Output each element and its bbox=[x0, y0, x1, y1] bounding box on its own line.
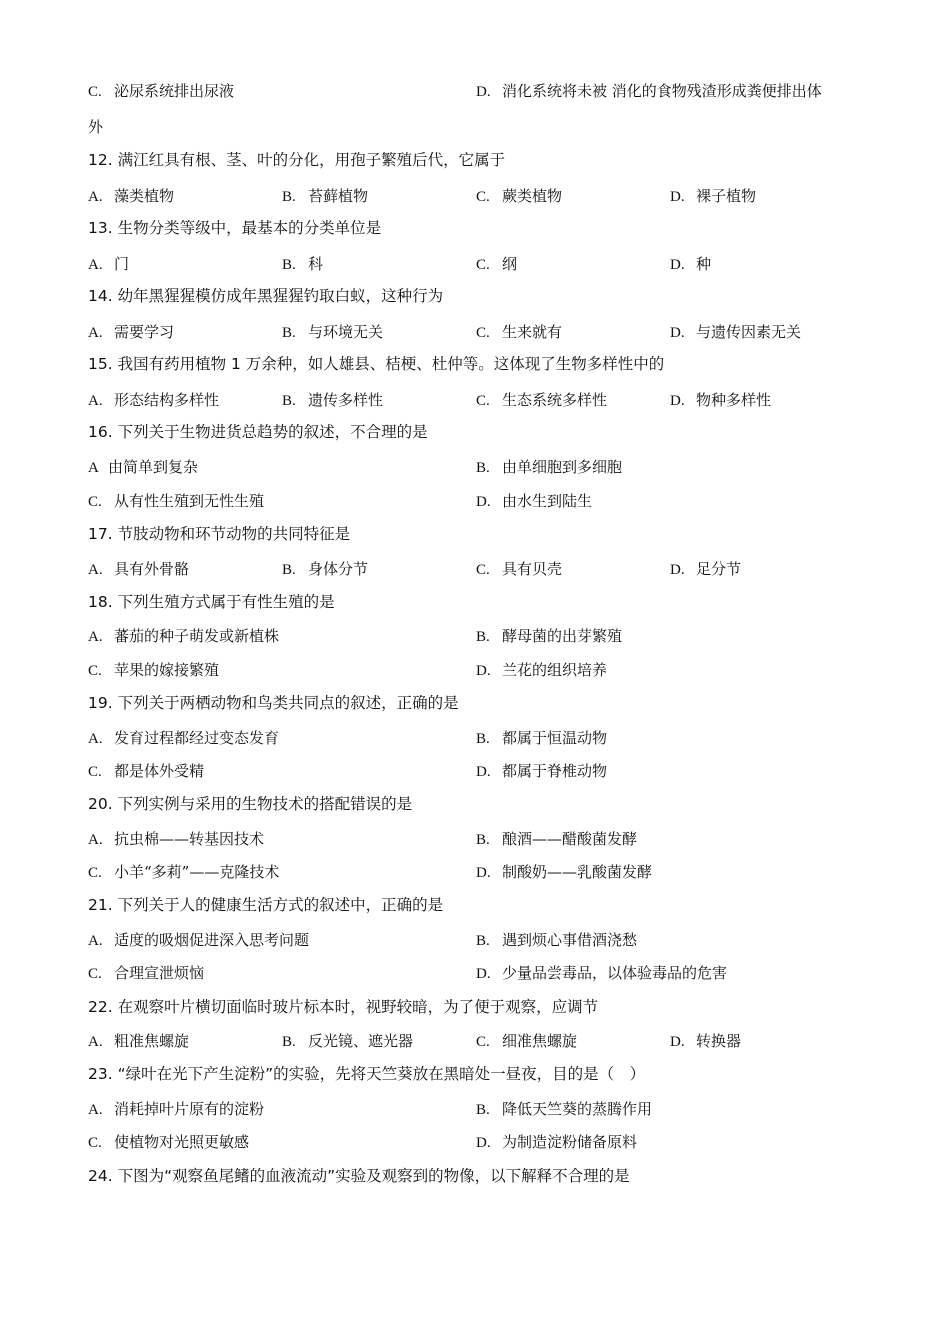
option-a bbox=[88, 457, 198, 478]
option-text: 物种多样性 bbox=[696, 391, 772, 409]
question-text: 我国有药用植物 1 万余种，如人雄县、桔梗、杜仲等。这体现了生物多样性中的 bbox=[117, 355, 665, 373]
question-stem bbox=[88, 794, 412, 814]
option-label: A. bbox=[88, 1034, 103, 1050]
option-a bbox=[88, 829, 264, 850]
question-stem bbox=[88, 997, 598, 1017]
option-label: C. bbox=[476, 325, 490, 341]
option-text: 裸子植物 bbox=[696, 187, 757, 205]
option-text: 与遗传因素无关 bbox=[696, 323, 802, 341]
option-label: D. bbox=[670, 189, 685, 205]
option-c bbox=[88, 81, 234, 102]
question-number: 20. bbox=[88, 795, 113, 813]
question-stem bbox=[88, 895, 443, 915]
option-label: B. bbox=[476, 629, 490, 645]
option-text: 少量品尝毒品，以体验毒品的危害 bbox=[502, 964, 728, 982]
option-d bbox=[670, 390, 771, 411]
option-label: A. bbox=[88, 832, 103, 848]
option-label: A. bbox=[88, 562, 103, 578]
option-label: B. bbox=[282, 325, 296, 341]
option-label: C. bbox=[88, 865, 102, 881]
question-text: 下列关于生物进货总趋势的叙述，不合理的是 bbox=[117, 423, 428, 441]
option-label: B. bbox=[476, 1102, 490, 1118]
option-text: 转换器 bbox=[696, 1032, 742, 1050]
option-label: B. bbox=[282, 257, 296, 273]
option-label: C. bbox=[476, 189, 490, 205]
option-b bbox=[476, 930, 637, 951]
question-text: 幼年黑猩猩模仿成年黑猩猩钓取白蚁，这种行为 bbox=[117, 287, 444, 305]
option-label: A. bbox=[88, 933, 103, 949]
option-label: D. bbox=[670, 257, 685, 273]
question-number: 22. bbox=[88, 998, 113, 1016]
option-label: A. bbox=[88, 731, 103, 747]
question-stem bbox=[88, 218, 381, 238]
question-number: 19. bbox=[88, 694, 113, 712]
option-c bbox=[476, 254, 517, 275]
option-text: 降低天竺葵的蒸腾作用 bbox=[502, 1100, 653, 1118]
option-b bbox=[476, 829, 637, 850]
option-text: 都属于脊椎动物 bbox=[502, 762, 608, 780]
option-a bbox=[88, 1031, 189, 1052]
option-d bbox=[476, 81, 822, 102]
option-a bbox=[88, 390, 219, 411]
option-label: C. bbox=[88, 1135, 102, 1151]
option-text: 从有性生殖到无性生殖 bbox=[114, 492, 265, 510]
option-a bbox=[88, 186, 174, 207]
question-number: 15. bbox=[88, 355, 113, 373]
question-stem bbox=[88, 1166, 630, 1186]
question-stem bbox=[88, 524, 350, 544]
option-text: 遗传多样性 bbox=[308, 391, 384, 409]
question-number: 21. bbox=[88, 896, 113, 914]
option-label: D. bbox=[476, 1135, 491, 1151]
option-text: 蕃茄的种子萌发或新植株 bbox=[114, 627, 280, 645]
question-text: 下列关于两栖动物和鸟类共同点的叙述，正确的是 bbox=[117, 694, 459, 712]
question-number: 14. bbox=[88, 287, 113, 305]
question-number: 17. bbox=[88, 525, 113, 543]
question-text: 下列实例与采用的生物技术的搭配错误的是 bbox=[117, 795, 413, 813]
option-c bbox=[88, 963, 204, 984]
option-d bbox=[476, 1132, 637, 1153]
option-text: 苹果的嫁接繁殖 bbox=[114, 661, 220, 679]
option-label: B. bbox=[476, 731, 490, 747]
option-c bbox=[476, 1031, 577, 1052]
option-label: C. bbox=[88, 966, 102, 982]
option-text: 合理宣泄烦恼 bbox=[114, 964, 205, 982]
option-label: C. bbox=[88, 764, 102, 780]
option-text: 蕨类植物 bbox=[502, 187, 563, 205]
option-label: A. bbox=[88, 1102, 103, 1118]
option-text: 藻类植物 bbox=[114, 187, 175, 205]
option-text: 泌尿系统排出尿液 bbox=[114, 82, 235, 100]
question-stem bbox=[88, 354, 664, 374]
option-text: 苔藓植物 bbox=[308, 187, 369, 205]
option-text: 酿酒——醋酸菌发酵 bbox=[502, 830, 638, 848]
option-d bbox=[670, 254, 711, 275]
option-label: D. bbox=[476, 966, 491, 982]
option-text: 门 bbox=[114, 255, 130, 273]
option-d bbox=[670, 559, 741, 580]
option-text: 形态结构多样性 bbox=[114, 391, 220, 409]
option-text: 足分节 bbox=[696, 560, 742, 578]
option-label: D. bbox=[670, 393, 685, 409]
option-d bbox=[476, 660, 607, 681]
option-d bbox=[476, 491, 592, 512]
option-label: D. bbox=[670, 562, 685, 578]
question-text: 在观察叶片横切面临时玻片标本时，视野较暗，为了便于观察，应调节 bbox=[117, 998, 599, 1016]
option-label: A. bbox=[88, 257, 103, 273]
option-c bbox=[88, 761, 204, 782]
option-text: 粗准焦螺旋 bbox=[114, 1032, 190, 1050]
option-b bbox=[282, 186, 368, 207]
option-text: 抗虫棉——转基因技术 bbox=[114, 830, 265, 848]
option-label: B. bbox=[282, 189, 296, 205]
question-number: 13. bbox=[88, 219, 113, 237]
question-text: 生物分类等级中，最基本的分类单位是 bbox=[117, 219, 382, 237]
option-b bbox=[476, 457, 622, 478]
option-label: C. bbox=[476, 393, 490, 409]
option-text: 小羊“多莉”——克隆技术 bbox=[114, 863, 280, 881]
option-text: 都是体外受精 bbox=[114, 762, 205, 780]
option-label: D. bbox=[670, 1034, 685, 1050]
option-b bbox=[476, 626, 622, 647]
question-number: 18. bbox=[88, 593, 113, 611]
question-number: 16. bbox=[88, 423, 113, 441]
question-text: 满江红具有根、茎、叶的分化，用孢子繁殖后代，它属于 bbox=[117, 151, 506, 169]
option-text: 消耗掉叶片原有的淀粉 bbox=[114, 1100, 265, 1118]
option-label: D. bbox=[476, 84, 491, 100]
question-text: 下列关于人的健康生活方式的叙述中，正确的是 bbox=[117, 896, 444, 914]
question-stem bbox=[88, 693, 459, 713]
question-stem bbox=[88, 592, 335, 612]
option-label: D. bbox=[476, 494, 491, 510]
question-text: 节肢动物和环节动物的共同特征是 bbox=[117, 525, 351, 543]
option-b bbox=[476, 728, 607, 749]
option-text: 种 bbox=[696, 255, 712, 273]
option-label: B. bbox=[476, 460, 490, 476]
option-c bbox=[476, 186, 562, 207]
question-text: “绿叶在光下产生淀粉”的实验，先将天竺葵放在黑暗处一昼夜，目的是（ ） bbox=[117, 1065, 646, 1083]
option-text: 身体分节 bbox=[308, 560, 369, 578]
option-text: 遇到烦心事借酒浇愁 bbox=[502, 931, 638, 949]
option-a bbox=[88, 322, 174, 343]
option-a bbox=[88, 728, 279, 749]
option-b bbox=[282, 322, 383, 343]
question-stem bbox=[88, 286, 443, 306]
option-a bbox=[88, 254, 129, 275]
option-a bbox=[88, 1099, 264, 1120]
option-text: 都属于恒温动物 bbox=[502, 729, 608, 747]
option-text: 使植物对光照更敏感 bbox=[114, 1133, 250, 1151]
option-text: 由单细胞到多细胞 bbox=[502, 458, 623, 476]
option-label: B. bbox=[476, 933, 490, 949]
option-label: C. bbox=[476, 257, 490, 273]
option-label: C. bbox=[476, 1034, 490, 1050]
option-label: A. bbox=[88, 393, 103, 409]
option-c bbox=[88, 491, 264, 512]
option-b bbox=[282, 559, 368, 580]
option-text: 细准焦螺旋 bbox=[502, 1032, 578, 1050]
option-label: C. bbox=[88, 663, 102, 679]
option-label: D. bbox=[476, 663, 491, 679]
question-text: 下列生殖方式属于有性生殖的是 bbox=[117, 593, 335, 611]
option-b bbox=[282, 1031, 413, 1052]
option-text: 由简单到复杂 bbox=[108, 458, 199, 476]
option-label: D. bbox=[476, 764, 491, 780]
option-text: 消化系统将未被 消化的食物残渣形成粪便排出体 bbox=[502, 82, 822, 100]
option-b bbox=[282, 390, 383, 411]
option-text: 纲 bbox=[502, 255, 518, 273]
option-label: D. bbox=[670, 325, 685, 341]
option-text: 反光镜、遮光器 bbox=[308, 1032, 414, 1050]
option-text: 需要学习 bbox=[114, 323, 175, 341]
option-text: 生态系统多样性 bbox=[502, 391, 608, 409]
question-stem bbox=[88, 150, 505, 170]
question-number: 23. bbox=[88, 1065, 113, 1083]
option-c bbox=[476, 322, 562, 343]
option-c bbox=[476, 390, 607, 411]
option-text: 由水生到陆生 bbox=[502, 492, 593, 510]
option-a bbox=[88, 559, 189, 580]
option-c bbox=[476, 559, 562, 580]
option-text: 酵母菌的出芽繁殖 bbox=[502, 627, 623, 645]
option-label: C. bbox=[88, 84, 102, 100]
question-text: 下图为“观察鱼尾鳍的血液流动”实验及观察到的物像，以下解释不合理的是 bbox=[117, 1167, 630, 1185]
question-number: 24. bbox=[88, 1167, 113, 1185]
option-label: B. bbox=[282, 562, 296, 578]
question-stem bbox=[88, 1064, 645, 1084]
option-label: B. bbox=[476, 832, 490, 848]
option-d bbox=[670, 1031, 741, 1052]
option-c bbox=[88, 862, 279, 883]
option-label: B. bbox=[282, 1034, 296, 1050]
option-b bbox=[476, 1099, 652, 1120]
option-a bbox=[88, 930, 309, 951]
option-d bbox=[476, 761, 607, 782]
option-label: B. bbox=[282, 393, 296, 409]
option-text: 具有外骨骼 bbox=[114, 560, 190, 578]
option-label: C. bbox=[88, 494, 102, 510]
option-d bbox=[670, 186, 756, 207]
question-stem bbox=[88, 422, 428, 442]
option-text: 与环境无关 bbox=[308, 323, 384, 341]
option-text: 具有贝壳 bbox=[502, 560, 563, 578]
option-b bbox=[282, 254, 323, 275]
option-label: A bbox=[88, 460, 99, 476]
option-d-wrap: 外 bbox=[88, 118, 104, 136]
option-label: A. bbox=[88, 629, 103, 645]
option-text: 生来就有 bbox=[502, 323, 563, 341]
option-label: A. bbox=[88, 325, 103, 341]
option-d bbox=[476, 862, 652, 883]
option-text: 为制造淀粉储备原料 bbox=[502, 1133, 638, 1151]
option-label: C. bbox=[476, 562, 490, 578]
option-label: D. bbox=[476, 865, 491, 881]
option-c bbox=[88, 660, 219, 681]
option-text: 兰花的组织培养 bbox=[502, 661, 608, 679]
option-text: 制酸奶——乳酸菌发酵 bbox=[502, 863, 653, 881]
option-text: 科 bbox=[308, 255, 324, 273]
question-number: 12. bbox=[88, 151, 113, 169]
option-d bbox=[476, 963, 727, 984]
option-label: A. bbox=[88, 189, 103, 205]
option-text: 适度的吸烟促进深入思考问题 bbox=[114, 931, 310, 949]
option-a bbox=[88, 626, 279, 647]
option-text: 发育过程都经过变态发育 bbox=[114, 729, 280, 747]
option-d bbox=[670, 322, 801, 343]
option-c bbox=[88, 1132, 249, 1153]
